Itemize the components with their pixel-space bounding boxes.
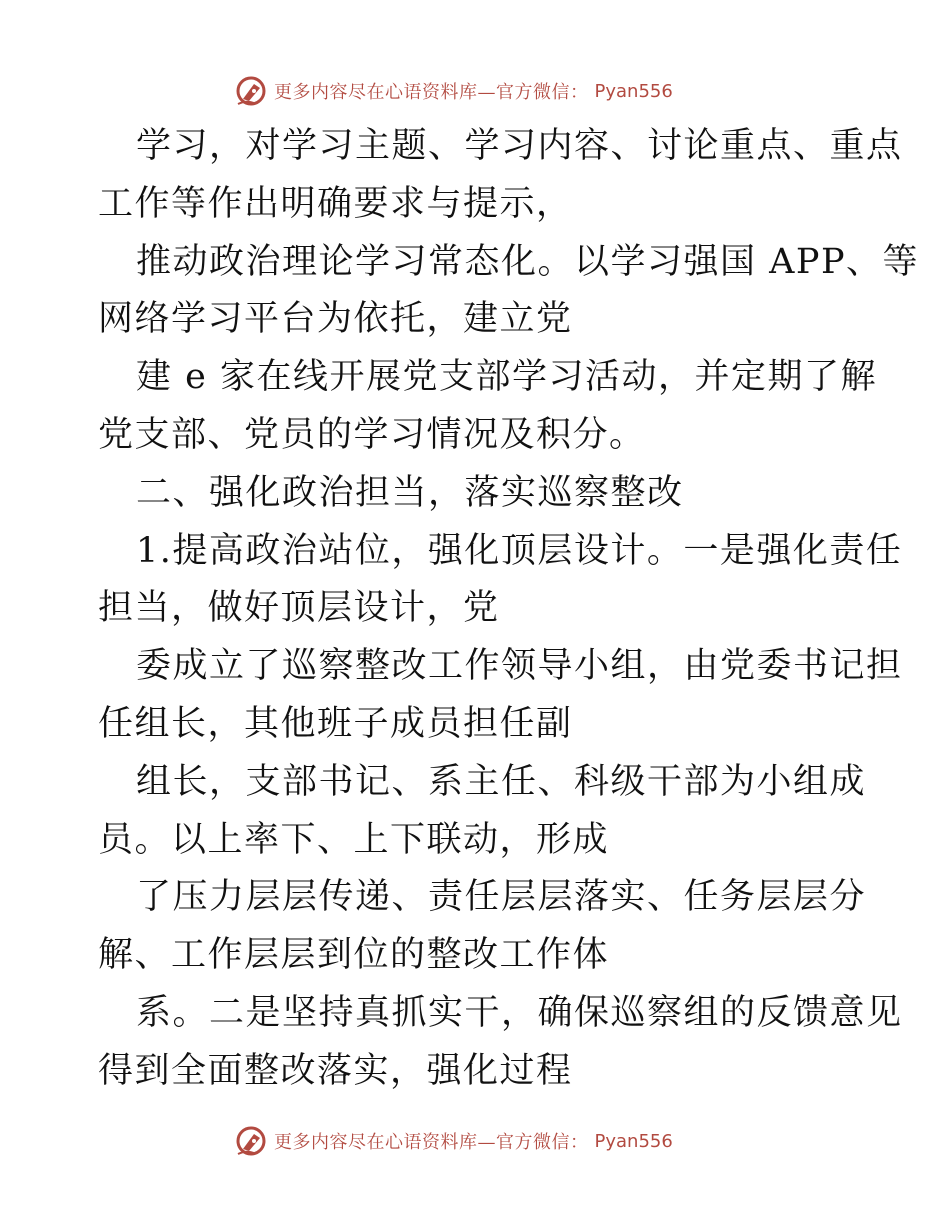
text-line: 得到全面整改落实，强化过程 [98, 1050, 573, 1091]
text-line: 建 e 家在线开展党支部学习活动，并定期了解 [136, 357, 877, 398]
text-line: 系。二是坚持真抓实干，确保巡察组的反馈意见 [136, 992, 903, 1033]
text-line: 推动政治理论学习常态化。以学习强国 APP、等 [136, 241, 920, 282]
text-line: 学习，对学习主题、学习内容、讨论重点、重点 [136, 126, 903, 166]
header-watermark [234, 71, 673, 111]
text-line: 1.提高政治站位，强化顶层设计。一是强化责任 [136, 530, 903, 571]
text-line: 党支部、党员的学习情况及积分。 [98, 414, 646, 455]
text-line: 工作等作出明确要求与提示， [98, 183, 573, 224]
text-line: 员。以上率下、上下联动，形成 [98, 819, 610, 860]
pen-nib-circle-icon [234, 74, 268, 108]
watermark-text: 更多内容尽在心语资料库—官方微信： [274, 82, 589, 103]
text-line: 网络学习平台为依托，建立党 [98, 299, 573, 340]
document-body [98, 118, 920, 1101]
watermark-text: 更多内容尽在心语资料库—官方微信： [274, 1132, 589, 1153]
pen-nib-circle-icon [234, 1124, 268, 1158]
text-line: 解、工作层层到位的整改工作体 [98, 935, 610, 976]
text-line: 了压力层层传递、责任层层落实、任务层层分 [136, 877, 867, 918]
watermark-wechat-id: Pyan556 [594, 1130, 673, 1152]
text-line: 担当，做好顶层设计，党 [98, 588, 500, 629]
text-line: 任组长，其他班子成员担任副 [98, 703, 573, 744]
text-line: 组长，支部书记、系主任、科级干部为小组成 [136, 761, 867, 802]
section-heading: 二、强化政治担当，落实巡察整改 [136, 472, 684, 513]
footer-watermark [234, 1121, 673, 1161]
watermark-wechat-id: Pyan556 [594, 80, 673, 102]
text-line: 委成立了巡察整改工作领导小组，由党委书记担 [136, 646, 903, 687]
